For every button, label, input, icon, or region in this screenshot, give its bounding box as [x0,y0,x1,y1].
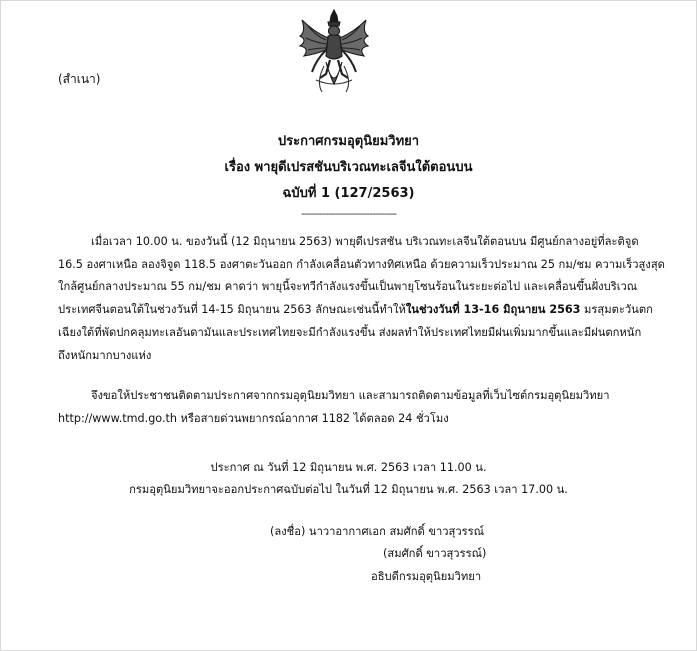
paragraph-text: ประเทศจีนตอนใต้ในช่วงวันที่ 14-15 มิถุนายน 2563 ลักษณะเช่นนี้ทำให้ [58,303,406,317]
highlighted-date-range: ในช่วงวันที่ 13-16 มิถุนายน 2563 [405,303,581,317]
paragraph-forecast [58,231,665,367]
signature-signed: (ลงชื่อ) นาวาอากาศเอก สมศักดิ์ ขาวสุวรรณ์ [270,525,485,538]
paragraph-text: มรสุมตะวันตก [580,303,653,317]
paragraph-line: ถึงหนักมากบางแห่ง [58,348,152,362]
paragraph-advisory [58,385,658,430]
paragraph-line: http://www.tmd.go.th หรือสายด่วนพยากรณ์อากาศ 1182 ได้ตลอด 24 ชั่วโมง [58,411,449,425]
document-issue-number: ฉบับที่ 1 (127/2563) [282,186,415,201]
separator-line: -------------------------------- [300,207,396,220]
copy-mark: (สำเนา) [58,72,101,86]
paragraph-line: จึงขอให้ประชาชนติดตามประกาศจากกรมอุตุนิยมวิทยา และสามารถติดตามข้อมูลที่เว็บไซต์กรมอุตุนิยมวิทยา [91,389,610,402]
signature-position: อธิบดีกรมอุตุนิยมวิทยา [371,570,482,583]
paragraph-line: 16.5 องศาเหนือ ลองจิจูด 118.5 องศาตะวันออก กำลังเคลื่อนตัวทางทิศเหนือ ด้วยความเร็วประมาณ 25 กม/ชม ความเร็วสูงสุด [58,257,665,271]
signature-name: (สมศักดิ์ ขาวสุวรรณ์) [383,547,487,560]
next-announcement-notice: กรมอุตุนิยมวิทยาจะออกประกาศฉบับต่อไป ในวันที่ 12 มิถุนายน พ.ศ. 2563 เวลา 17.00 น. [129,483,568,496]
paragraph-line: เมื่อเวลา 10.00 น. ของวันนี้ (12 มิถุนายน 2563) พายุดีเปรสชัน บริเวณทะเลจีนใต้ตอนบน มีศูนย์กลางอยู่ที่ละติจูด [91,235,639,248]
paragraph-line: เฉียงใต้ที่พัดปกคลุมทะเลอันดามันและประเทศไทยจะมีกำลังแรงขึ้น ส่งผลทำให้ประเทศไทยมีฝนเพิ่มมากขึ้นและมีฝนตกหนัก [58,325,642,339]
document-title: ประกาศกรมอุตุนิยมวิทยา [277,134,420,149]
paragraph-line: ใกล้ศูนย์กลางประมาณ 55 กม/ชม คาดว่า พายุนี้จะทวีกำลังแรงขึ้นเป็นพายุโซนร้อนในระยะต่อไป และเคลื่อนขึ้นฝั่งบริเวณ [58,280,638,294]
document-subject: เรื่อง พายุดีเปรสชันบริเวณทะเลจีนใต้ตอนบน [224,160,473,175]
paragraph-line [58,299,658,322]
garuda-emblem-icon [286,4,382,100]
announcement-date: ประกาศ ณ วันที่ 12 มิถุนายน พ.ศ. 2563 เวลา 11.00 น. [210,461,487,474]
